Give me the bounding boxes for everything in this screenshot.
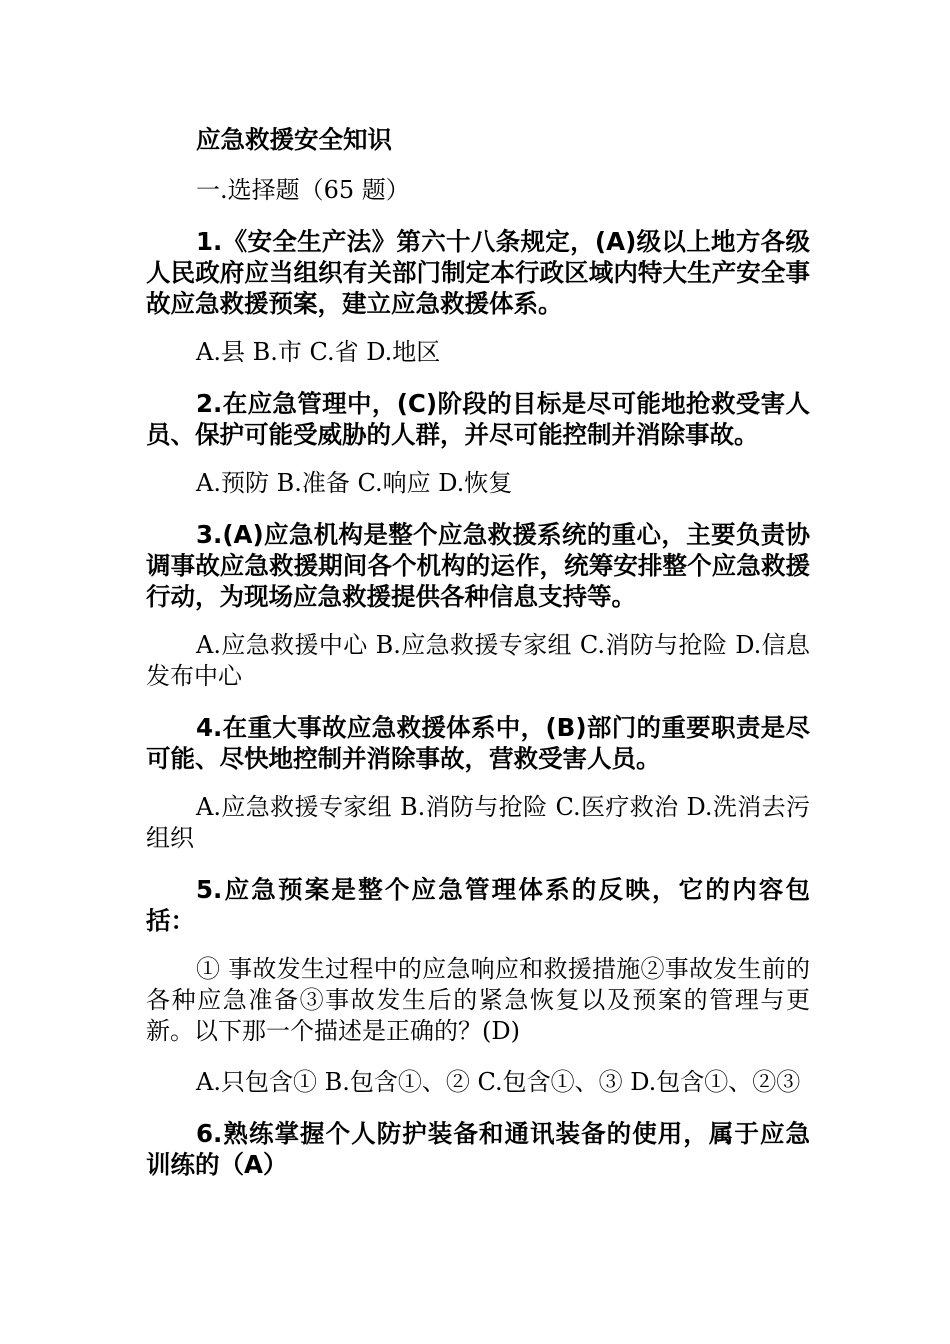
document-page: [146, 124, 810, 1180]
question-2: 2.在应急管理中，(C)阶段的目标是尽可能地抢救受害人员、保护可能受威胁的人群，并尽可能控制并消除事故。: [146, 389, 810, 449]
section-heading: 一.选择题（65 题）: [196, 176, 410, 204]
question-5: 5.应急预案是整个应急管理体系的反映，它的内容包括：: [146, 875, 810, 935]
question-6: 6.熟练掌握个人防护装备和通讯装备的使用，属于应急训练的（A）: [146, 1119, 810, 1179]
question-4: 4.在重大事故应急救援体系中，(B)部门的重要职责是尽可能、尽快地控制并消除事故，营救受害人员。: [146, 713, 810, 773]
question-3: 3.(A)应急机构是整个应急救援系统的重心，主要负责协调事故应急救援期间各个机构的运作，统筹安排整个应急救援行动，为现场应急救援提供各种信息支持等。: [146, 520, 810, 611]
question-1: 1.《安全生产法》第六十八条规定，(A)级以上地方各级人民政府应当组织有关部门制定本行政区域内特大生产安全事故应急救援预案，建立应急救援体系。: [146, 227, 810, 318]
options-5: A.只包含① B.包含①、② C.包含①、③ D.包含①、②③: [196, 1068, 801, 1096]
question-5-statements: ① 事故发生过程中的应急响应和救援措施②事故发生前的各种应急准备③事故发生后的紧急恢复以及预案的管理与更新。以下那一个描述是正确的？(D): [146, 955, 810, 1045]
options-4: A.应急救援专家组 B.消防与抢险 C.医疗救治 D.洗消去污组织: [146, 793, 810, 852]
options-3: A.应急救援中心 B.应急救援专家组 C.消防与抢险 D.信息发布中心: [146, 631, 810, 690]
document-title: 应急救援安全知识: [196, 125, 392, 154]
options-2: A.预防 B.准备 C.响应 D.恢复: [196, 469, 513, 497]
options-1: A.县 B.市 C.省 D.地区: [196, 338, 441, 366]
